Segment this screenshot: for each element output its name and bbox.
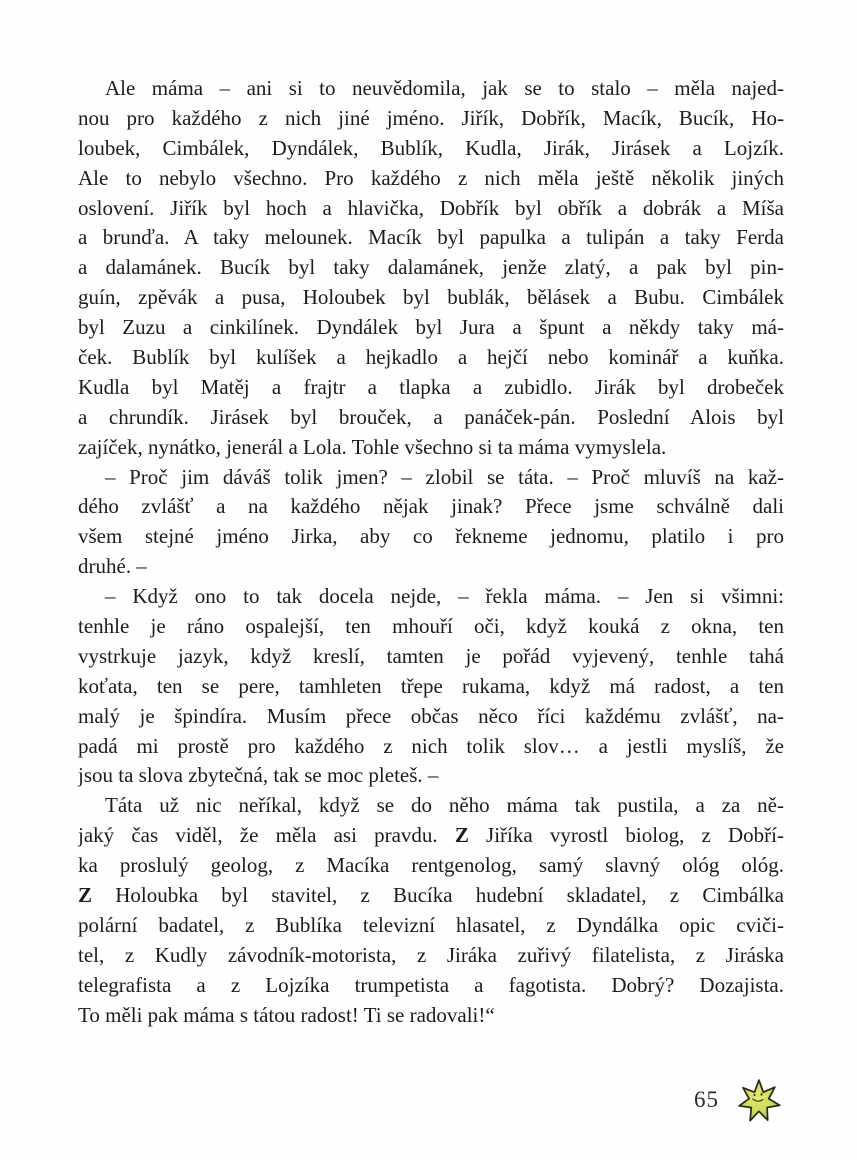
text-line: Táta už nic neříkal, když se do něho máma tak pustila, a za ně-	[105, 793, 784, 818]
text-line	[78, 821, 784, 851]
text-line: a brunďa. A taky melounek. Macík byl papulka a tulipán a taky Ferda	[78, 225, 784, 250]
text-line: tel, z Kudly závodník-motorista, z Jiráka zuřivý filatelista, z Jiráska	[78, 942, 784, 967]
text-line: loubek, Cimbálek, Dyndálek, Bublík, Kudla, Jirák, Jirásek a Lojzík.	[78, 135, 784, 160]
text-line: ka proslulý geolog, z Macíka rentgenolog, samý slavný ológ ológ.	[78, 853, 784, 878]
paragraph	[78, 74, 784, 463]
text-line: nou pro každého z nich jiné jméno. Jiřík, Dobřík, Macík, Bucík, Ho-	[78, 105, 784, 130]
paragraph	[78, 582, 784, 791]
text-line: druhé. –	[78, 554, 147, 579]
text-line: To měli pak máma s tátou radost! Ti se radovali!“	[78, 1002, 495, 1027]
text-line: padá mi prostě pro každého z nich tolik slov… a jestli myslíš, že	[78, 733, 784, 758]
star-right-eye	[760, 1093, 762, 1095]
text-line: – Když ono to tak docela nejde, – řekla máma. – Jen si všimni:	[105, 584, 784, 609]
text-line: oslovení. Jiřík byl hoch a hlavička, Dobřík byl obřík a dobrák a Míša	[78, 195, 784, 220]
text-line: dého zvlášť a na každého nějak jinak? Přece jsme schválně dali	[78, 494, 784, 519]
text-line	[78, 881, 784, 911]
text-run: Holoubka byl stavitel, z Bucíka hudební skladatel, z Cimbálka	[92, 883, 784, 908]
text-line: polární badatel, z Bublíka televizní hlasatel, z Dyndálka opic cviči-	[78, 912, 784, 937]
text-run: jaký čas viděl, že měla asi pravdu.	[78, 823, 455, 848]
text-line: všem stejné jméno Jirka, aby co řekneme jednomu, platilo i pro	[78, 524, 784, 549]
text-line: jsou ta slova zbytečná, tak se moc pleteš. –	[78, 763, 439, 788]
text-line: Ale máma – ani si to neuvědomila, jak se to stalo – měla najed-	[105, 76, 784, 100]
story-text-block	[78, 74, 784, 1031]
text-line: zajíček, nynátko, jenerál a Lola. Tohle všechno si ta máma vymyslela.	[78, 434, 667, 459]
text-line: guín, zpěvák a pusa, Holoubek byl bublák, bělásek a Bubu. Cimbálek	[78, 285, 784, 310]
text-line: vystrkuje jazyk, když kreslí, tamten je pořád vyjevený, tenhle tahá	[78, 643, 784, 668]
text-line: tenhle je ráno ospalejší, ten mhouří oči, když kouká z okna, ten	[78, 614, 784, 639]
text-line: koťata, ten se pere, tamhleten třepe rukama, když má radost, a ten	[78, 673, 784, 698]
star-shape	[739, 1080, 780, 1121]
text-line: a chrundík. Jirásek byl brouček, a panáček-pán. Poslední Alois byl	[78, 404, 784, 429]
text-line: Ale to nebylo všechno. Pro každého z nich měla ještě několik jiných	[78, 165, 784, 190]
bold-letter: Z	[78, 883, 93, 908]
text-line: Kudla byl Matěj a frajtr a tlapka a zubidlo. Jirák byl drobeček	[78, 374, 784, 399]
text-run: Jiříka vyrostl biolog, z Dobří-	[468, 823, 784, 848]
text-line: telegrafista a z Lojzíka trumpetista a fagotista. Dobrý? Dozajista.	[78, 972, 784, 997]
paragraph	[78, 463, 784, 583]
page-number: 65	[694, 1087, 719, 1112]
text-line: byl Zuzu a cinkilínek. Dyndálek byl Jura a špunt a někdy taky má-	[78, 315, 784, 340]
text-line: malý je špindíra. Musím přece občas něco říci každému zvlášť, na-	[78, 703, 784, 728]
smiling-star-icon	[738, 1079, 782, 1125]
text-line: – Proč jim dáváš tolik jmen? – zlobil se táta. – Proč mluvíš na kaž-	[105, 464, 784, 489]
bold-letter: Z	[454, 823, 469, 848]
text-line: ček. Bublík byl kulíšek a hejkadlo a hejčí nebo kominář a kuňka.	[78, 345, 784, 370]
paragraph	[78, 791, 784, 1030]
text-line: a dalamánek. Bucík byl taky dalamánek, jenže zlatý, a pak byl pin-	[78, 255, 784, 280]
star-left-eye	[753, 1094, 755, 1096]
